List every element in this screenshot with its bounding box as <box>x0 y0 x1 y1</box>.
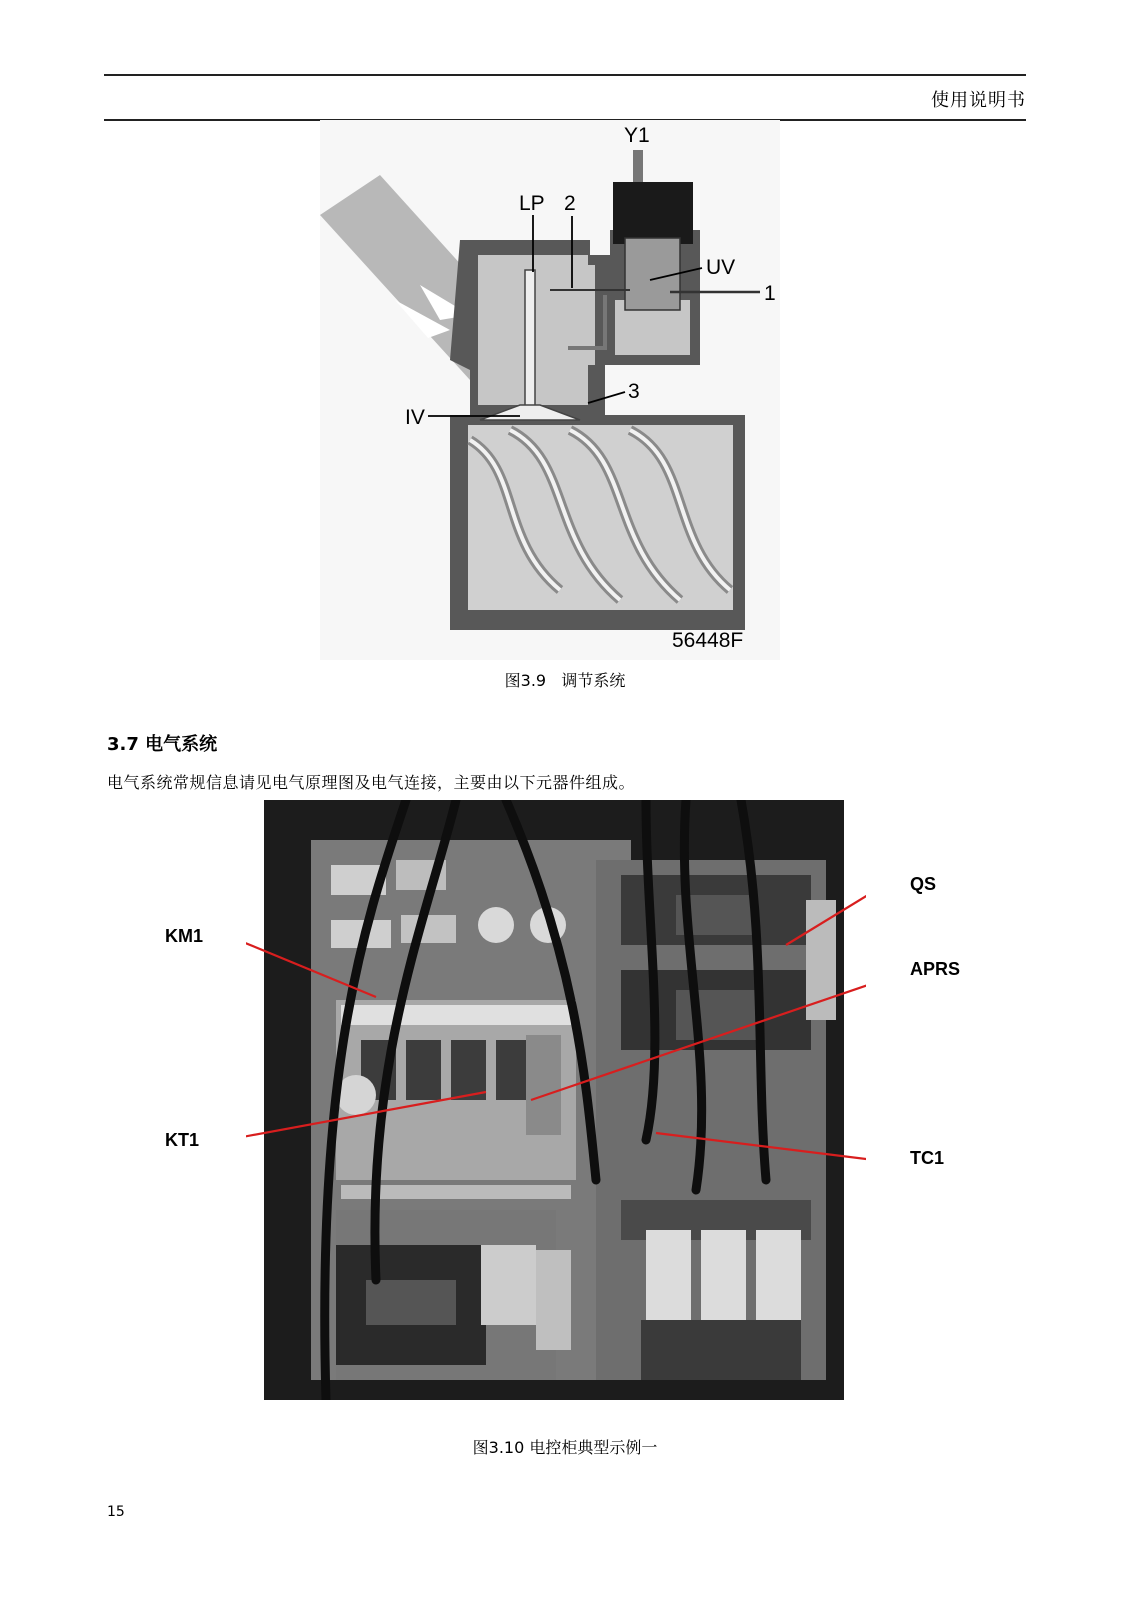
label-2: 2 <box>564 192 576 215</box>
header-title: 使用说明书 <box>931 90 1026 111</box>
figure-3-9-caption: 图3.9 调节系统 <box>504 671 626 690</box>
label-kt1: KT1 <box>165 1130 200 1150</box>
section-body: 电气系统常规信息请见电气原理图及电气连接，主要由以下元器件组成。 <box>107 773 636 792</box>
regulating-system-diagram <box>320 120 780 660</box>
label-y1: Y1 <box>624 124 650 147</box>
figure-3-10-caption: 图3.10 电控柜典型示例一 <box>472 1438 658 1457</box>
label-aprs: APRS <box>910 959 961 979</box>
section-heading: 3.7 电气系统 <box>107 734 218 755</box>
label-lp: LP <box>519 192 545 215</box>
label-3: 3 <box>628 380 640 403</box>
label-qs: QS <box>910 874 937 894</box>
header-top-rule <box>104 74 1026 76</box>
label-uv: UV <box>706 256 736 279</box>
label-tc1: TC1 <box>910 1148 945 1168</box>
electrical-cabinet-photo <box>246 800 866 1400</box>
page-number: 15 <box>107 1504 125 1520</box>
label-iv: IV <box>405 406 425 429</box>
label-1: 1 <box>764 282 776 305</box>
figure-code: 56448F <box>672 629 744 652</box>
label-km1: KM1 <box>165 926 204 946</box>
